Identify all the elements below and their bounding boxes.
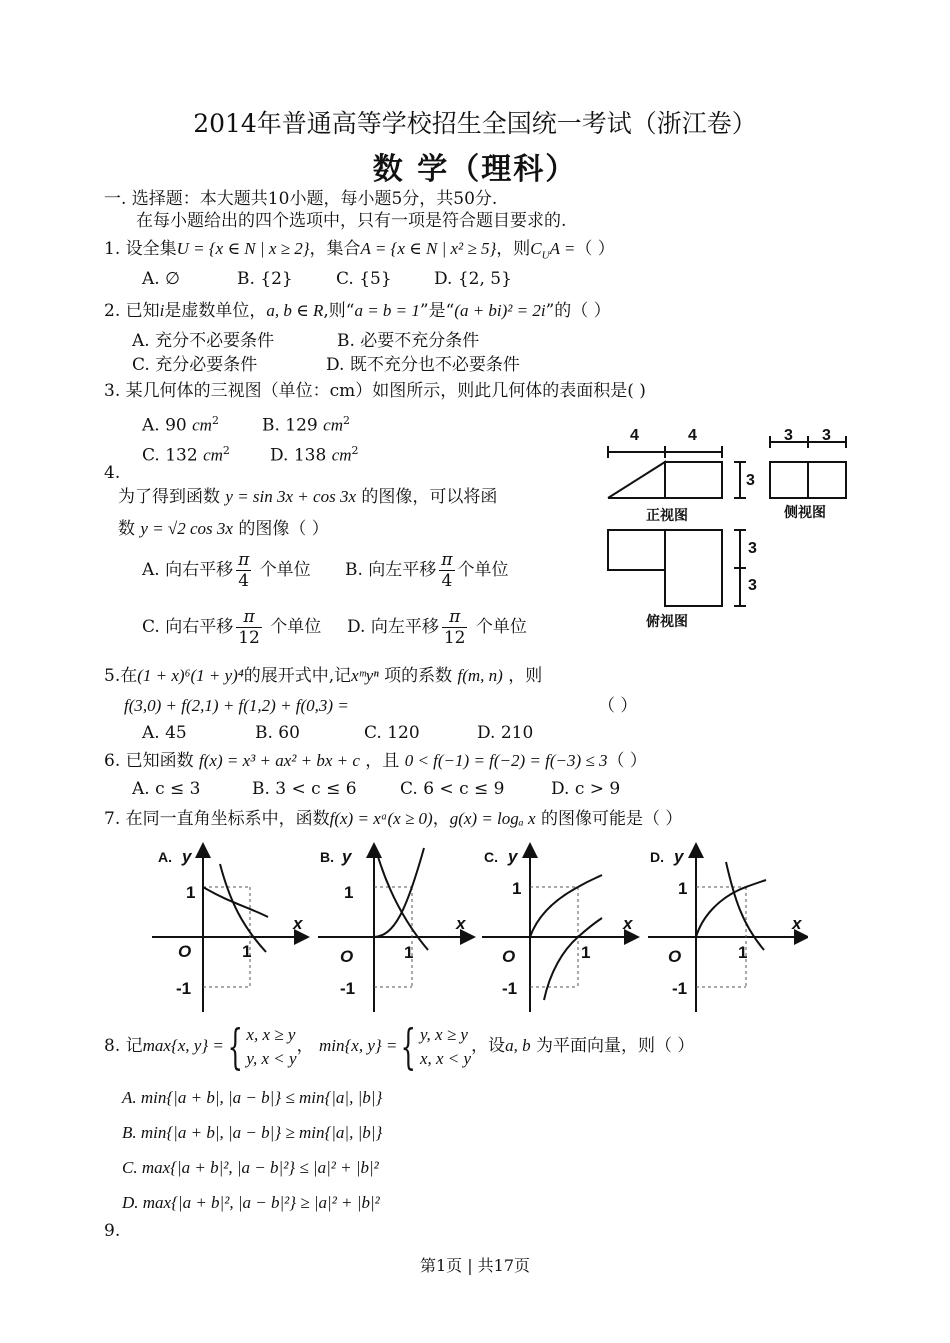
question-1-option-d[interactable]: D. {2, 5} <box>434 269 512 289</box>
question-4-option-d[interactable]: D. 向左平移 $\frac{\pi}{12}$ 个单位 <box>347 607 527 648</box>
svg-text:y: y <box>342 847 352 866</box>
question-3-stem: 3. 某几何体的三视图（单位：cm）如图所示，则此几何体的表面积是( ) <box>104 381 646 401</box>
question-2-option-c[interactable]: C. 充分必要条件 <box>132 355 258 375</box>
question-3-option-c[interactable]: C. 132 $cm^2$ <box>142 444 230 466</box>
question-8-option-a[interactable]: A. min{|a + b|, |a − b|} ≤ min{|a|, |b|} <box>122 1088 383 1107</box>
section-instruction: 在每小题给出的四个选项中，只有一项是符合题目要求的. <box>136 211 567 231</box>
question-5-option-c[interactable]: C. 120 <box>364 723 420 743</box>
graph-a[interactable] <box>152 846 306 1012</box>
dim-top-lower: 3 <box>748 577 757 594</box>
page-footer: 第1页 | 共17页 <box>419 1256 531 1275</box>
question-4-option-a[interactable]: A. 向右平移 $\frac{\pi}{4}$ 个单位 <box>142 550 311 591</box>
question-4-option-b[interactable]: B. 向左平移 $\frac{\pi}{4}$ 个单位 <box>345 550 509 591</box>
dim-front-right: 4 <box>688 427 697 444</box>
question-9-number: 9. <box>104 1221 121 1241</box>
question-1-option-a[interactable]: A. ∅ <box>142 269 180 289</box>
question-5-stem-line1: 5.在(1 + x)⁶(1 + y)⁴的展开式中,记xᵐyⁿ 项的系数 f(m, n) ，则 <box>104 666 543 686</box>
graph-b[interactable] <box>318 846 472 1012</box>
question-8-stem: 8. 记max{x, y} ={ x, x ≥ y y, x < y ， min{x, y} ={ y, x ≥ y x, x < y ，设a, b 为平面向量，则（ ） <box>104 1018 695 1075</box>
question-6-option-d[interactable]: D. c > 9 <box>551 779 621 799</box>
three-view-figure <box>600 420 860 635</box>
svg-text:x: x <box>456 914 466 933</box>
question-5-option-b[interactable]: B. 60 <box>255 723 300 743</box>
svg-text:-1: -1 <box>672 979 688 998</box>
svg-text:1: 1 <box>242 942 252 961</box>
svg-text:B.: B. <box>320 849 334 865</box>
question-1-stem: 1. 设全集U = {x ∈ N | x ≥ 2}，集合A = {x ∈ N | x² ≥ 5}，则$C_UA$ =（ ） <box>104 239 615 262</box>
dim-front-height: 3 <box>746 472 755 489</box>
dim-front-left: 4 <box>630 427 639 444</box>
graph-d[interactable] <box>648 846 806 1012</box>
svg-text:1: 1 <box>581 943 591 962</box>
question-3-option-b[interactable]: B. 129 $cm^2$ <box>262 414 350 436</box>
svg-text:x: x <box>293 914 303 933</box>
question-6-option-a[interactable]: A. c ≤ 3 <box>132 779 201 799</box>
question-7-graphs <box>148 842 808 1017</box>
question-8-option-c[interactable]: C. max{|a + b|², |a − b|²} ≤ |a|² + |b|² <box>122 1158 379 1177</box>
question-4-stem-line1: 为了得到函数 y = sin 3x + cos 3x 的图像，可以将函 <box>118 487 498 507</box>
question-1-option-b[interactable]: B. {2} <box>237 269 293 289</box>
question-8-option-d[interactable]: D. max{|a + b|², |a − b|²} ≥ |a|² + |b|² <box>122 1193 380 1212</box>
question-4-stem-line2: 数 y = √2 cos 3x 的图像（ ） <box>118 519 329 539</box>
dim-top-upper: 3 <box>748 540 757 557</box>
question-7-stem: 7. 在同一直角坐标系中，函数f(x) = xᵃ(x ≥ 0)，g(x) = logₐ x 的图像可能是（ ） <box>104 809 683 829</box>
svg-text:O: O <box>178 942 192 961</box>
front-view-label: 正视图 <box>646 507 688 523</box>
svg-text:O: O <box>502 947 516 966</box>
svg-text:O: O <box>668 947 682 966</box>
svg-text:1: 1 <box>512 879 522 898</box>
question-1-option-c[interactable]: C. {5} <box>336 269 392 289</box>
question-6-option-b[interactable]: B. 3 < c ≤ 6 <box>252 779 357 799</box>
svg-text:-1: -1 <box>176 979 192 998</box>
svg-text:1: 1 <box>344 883 354 902</box>
question-3-option-a[interactable]: A. 90 $cm^2$ <box>142 414 219 436</box>
svg-text:D.: D. <box>650 849 664 865</box>
svg-text:x: x <box>623 914 633 933</box>
question-3-option-d[interactable]: D. 138 $cm^2$ <box>270 444 359 466</box>
dim-side-right: 3 <box>822 427 831 444</box>
section-intro: 一. 选择题：本大题共10小题，每小题5分，共50分. <box>104 189 498 209</box>
question-4-option-c[interactable]: C. 向右平移 $\frac{\pi}{12}$ 个单位 <box>142 607 322 648</box>
question-8-option-b[interactable]: B. min{|a + b|, |a − b|} ≥ min{|a|, |b|} <box>122 1123 383 1142</box>
question-2-option-a[interactable]: A. 充分不必要条件 <box>132 331 275 351</box>
question-6-stem: 6. 已知函数 f(x) = x³ + ax² + bx + c ，且 0 < f(−1) = f(−2) = f(−3) ≤ 3（ ） <box>104 751 647 771</box>
svg-text:O: O <box>340 947 354 966</box>
svg-text:-1: -1 <box>502 979 518 998</box>
question-2-option-d[interactable]: D. 既不充分也不必要条件 <box>326 355 520 375</box>
dim-side-left: 3 <box>784 427 793 444</box>
question-2-option-b[interactable]: B. 必要不充分条件 <box>337 331 480 351</box>
svg-text:y: y <box>674 847 684 866</box>
page-subtitle: 数 学（理科） <box>372 152 578 187</box>
question-4-number: 4. <box>104 463 121 483</box>
question-5-stem-line2: f(3,0) + f(2,1) + f(1,2) + f(0,3) = <box>124 696 349 715</box>
question-2-stem: 2. 已知i是虚数单位，a, b ∈ R,则“a = b = 1”是“(a + bi)² = 2i”的（ ） <box>104 301 611 321</box>
svg-text:1: 1 <box>186 883 196 902</box>
question-6-option-c[interactable]: C. 6 < c ≤ 9 <box>400 779 505 799</box>
svg-text:1: 1 <box>678 879 688 898</box>
svg-text:-1: -1 <box>340 979 356 998</box>
question-5-option-a[interactable]: A. 45 <box>142 723 187 743</box>
question-5-paren: （ ） <box>598 696 638 716</box>
svg-text:A.: A. <box>158 849 172 865</box>
svg-text:y: y <box>182 847 192 866</box>
svg-text:x: x <box>792 914 802 933</box>
top-view-label: 俯视图 <box>646 613 688 629</box>
svg-text:C.: C. <box>484 849 498 865</box>
side-view-label: 侧视图 <box>784 504 826 520</box>
svg-text:1: 1 <box>738 943 748 962</box>
graph-c[interactable] <box>482 846 636 1012</box>
page-title: 2014年普通高等学校招生全国统一考试（浙江卷） <box>193 109 757 138</box>
svg-text:1: 1 <box>404 943 414 962</box>
svg-text:y: y <box>508 847 518 866</box>
question-5-option-d[interactable]: D. 210 <box>477 723 534 743</box>
